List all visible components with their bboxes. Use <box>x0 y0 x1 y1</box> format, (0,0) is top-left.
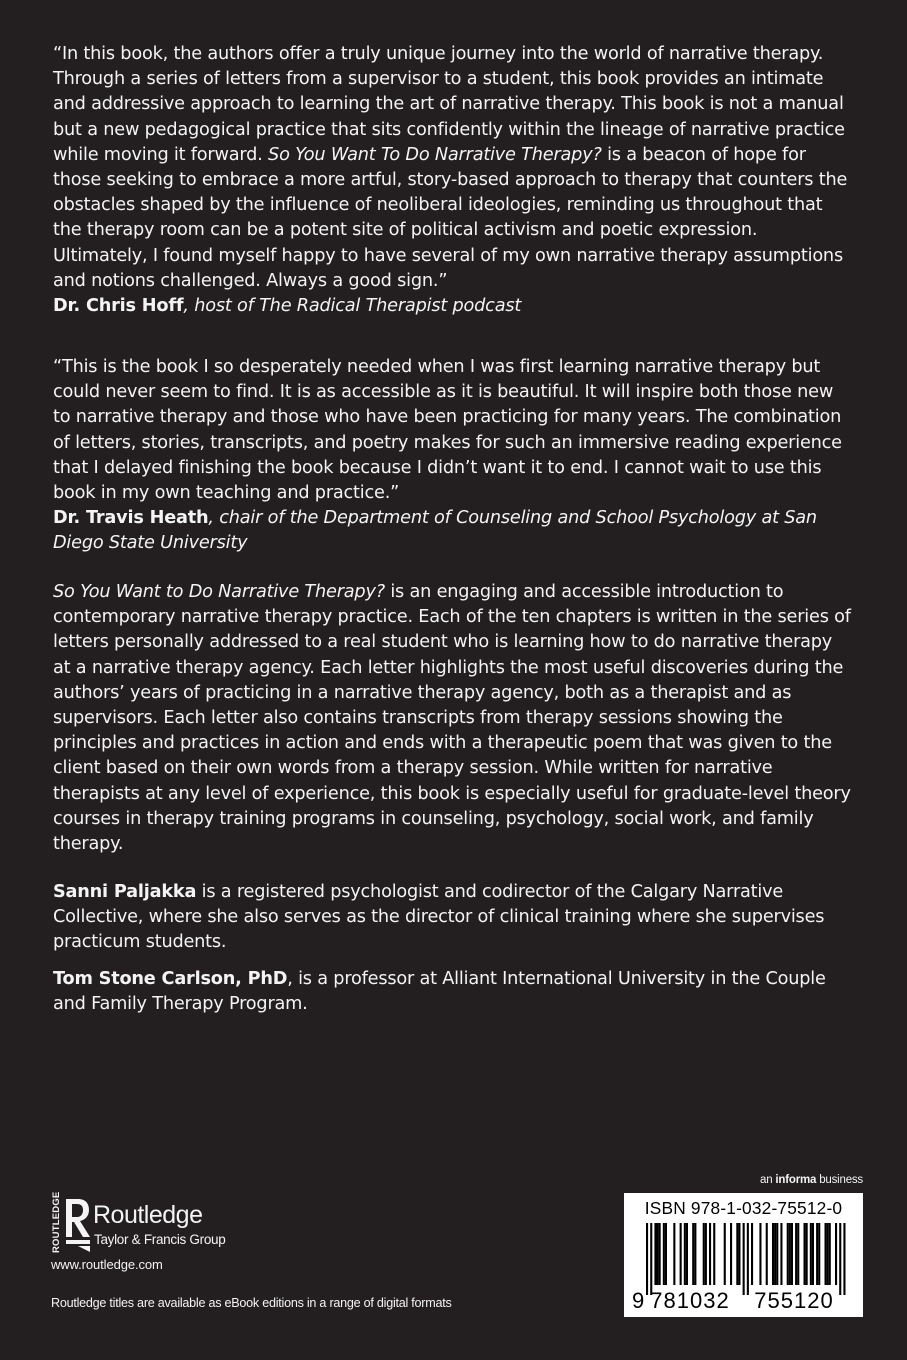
barcode-bar <box>747 1223 749 1295</box>
barcode-bar <box>843 1223 845 1295</box>
barcode-bar <box>650 1223 652 1295</box>
barcode-digit-first: 9 <box>632 1288 645 1313</box>
barcode-bar <box>724 1223 726 1285</box>
barcode-bar <box>646 1223 648 1295</box>
informa-brand: informa <box>775 1174 817 1186</box>
ebook-note: Routledge titles are available as eBook editions in a range of digital formats <box>51 1296 452 1310</box>
barcode-bar <box>686 1223 688 1285</box>
barcode-bar <box>780 1223 782 1285</box>
barcode-bar <box>684 1223 686 1285</box>
barcode-bar <box>709 1223 711 1285</box>
barcode-bar <box>665 1223 667 1285</box>
logo-vertical-wordmark: ROUTLEDGE <box>51 1191 62 1253</box>
barcode-bar <box>663 1223 665 1285</box>
book-title-italic: So You Want To Do Narrative Therapy? <box>268 144 602 165</box>
barcode-bar <box>829 1223 831 1285</box>
barcode-bar <box>791 1223 793 1285</box>
author-bio-carlson <box>53 967 853 1017</box>
barcode-bar <box>680 1223 682 1285</box>
barcode-bar <box>759 1223 761 1285</box>
barcode-bar <box>839 1223 841 1295</box>
book-title-italic: So You Want to Do Narrative Therapy? <box>53 582 385 602</box>
barcode-bar <box>736 1223 738 1285</box>
barcode-bar <box>825 1223 827 1285</box>
barcode-bar <box>694 1223 696 1285</box>
author-bio-text: , is a professor at Alliant International University in the Couple and Family Therapy Program. <box>53 969 826 1015</box>
barcode-bar <box>804 1223 806 1285</box>
reviewer-name: Dr. Travis Heath <box>53 508 209 529</box>
barcode-bar <box>657 1223 659 1285</box>
description-text: is an engaging and accessible introduction to contemporary narrative therapy practice. Each of the ten chapters is written in the series of letters personally addressed to a real student who is learning how to do narrative therapy at a narrative therapy agency. Each letter highlights the most useful discoveries during the authors’ years of practicing in a narrative therapy agency, both as a therapist and as supervisors. Each letter also contains transcripts from therapy sessions showing the principles and practices in action and ends with a therapeutic poem that was given to the client based on their own words from a therapy session. While written for narrative therapists at any level of experience, this book is especially useful for graduate-level theory courses in therapy training programs in counseling, psychology, social work, and family therapy. <box>53 582 851 855</box>
barcode-bar <box>743 1223 745 1295</box>
reviewer-affiliation: , chair of the Department of Counseling and School Psychology at San Diego State University <box>53 508 817 554</box>
barcode-bar <box>789 1223 791 1285</box>
barcode-icon <box>624 1193 863 1317</box>
barcode-bar <box>772 1223 774 1285</box>
barcode-bar <box>776 1223 778 1285</box>
barcode-bar <box>827 1223 829 1285</box>
author-bio-paljakka <box>53 880 853 956</box>
barcode-bar <box>692 1223 694 1285</box>
reviewer-name: Dr. Chris Hoff <box>53 296 184 317</box>
barcode-bar <box>703 1223 705 1285</box>
barcode-bar <box>812 1223 814 1285</box>
publisher-name: Routledge <box>93 1201 203 1229</box>
review-travis-heath <box>53 355 853 557</box>
publisher-url: www.routledge.com <box>51 1257 163 1272</box>
publisher-group: Taylor & Francis Group <box>94 1232 226 1247</box>
book-description <box>53 580 853 857</box>
author-name: Tom Stone Carlson, PhD <box>53 969 288 989</box>
barcode-bar <box>738 1223 740 1285</box>
barcode-bar <box>795 1223 797 1285</box>
review-quote: “In this book, the authors offer a truly unique journey into the world of narrative therapy. Through a series of letters from a supervisor to a student, this book provides an intimate and addressive approach to learning the art of narrative therapy. This book is not a manual but a new pedagogical practice that sits confidently within the lineage of narrative practice while moving it forward. So You Want To Do Narrative Therapy? is a beacon of hope for those seeking to embrace a more artful, story-based approach to therapy that counters the obstacles shaped by the influence of neoliberal ideologies, reminding us throughout that the therapy room can be a potent site of political activism and poetic expression. Ultimately, I found myself happy to have several of my own narrative therapy assumptions and notions challenged. Always a good sign.” <box>53 44 848 291</box>
routledge-r-icon <box>64 1197 92 1253</box>
barcode-bar <box>705 1223 707 1285</box>
barcode-bar <box>659 1223 661 1285</box>
review-attribution <box>53 506 853 556</box>
isbn-label: ISBN 978-1-032-75512-0 <box>644 1198 843 1218</box>
barcode-bar <box>797 1223 799 1285</box>
isbn-barcode <box>624 1193 863 1317</box>
review-quote: “This is the book I so desperately needed when I was first learning narrative therapy but could never seem to find. It is as accessible as it is beautiful. It will inspire both those new to narrative therapy and those who have been practicing for many years. The combination of letters, stories, transcripts, and poetry makes for such an immersive reading experience that I delayed finishing the book because I didn’t want it to end. I cannot wait to use this book in my own teaching and practice.” <box>53 357 842 504</box>
barcode-bar <box>818 1223 820 1285</box>
reviewer-affiliation: , host of The Radical Therapist podcast <box>183 296 522 317</box>
review-attribution <box>53 294 853 319</box>
barcode-bar <box>816 1223 818 1285</box>
barcode-digits-right: 755120 <box>754 1288 834 1313</box>
barcode-bar <box>810 1223 812 1285</box>
barcode-bar <box>654 1223 656 1285</box>
barcode-bar <box>774 1223 776 1285</box>
barcode-bar <box>787 1223 789 1285</box>
barcode-bar <box>766 1223 768 1285</box>
author-bio-text: is a registered psychologist and codirector of the Calgary Narrative Collective, where she also serves as the director of clinical training where she supervises practicum students. <box>53 882 825 953</box>
barcode-digits-left: 781032 <box>650 1288 730 1313</box>
barcode-bar <box>713 1223 715 1285</box>
routledge-logo <box>51 1191 241 1253</box>
barcode-bar <box>673 1223 675 1285</box>
author-name: Sanni Paljakka <box>53 882 197 902</box>
review-chris-hoff <box>53 42 853 319</box>
barcode-bar <box>730 1223 732 1285</box>
informa-tagline: an informa business <box>760 1174 863 1186</box>
barcode-bar <box>835 1223 837 1285</box>
barcode-bar <box>751 1223 753 1285</box>
barcode-bar <box>806 1223 808 1285</box>
